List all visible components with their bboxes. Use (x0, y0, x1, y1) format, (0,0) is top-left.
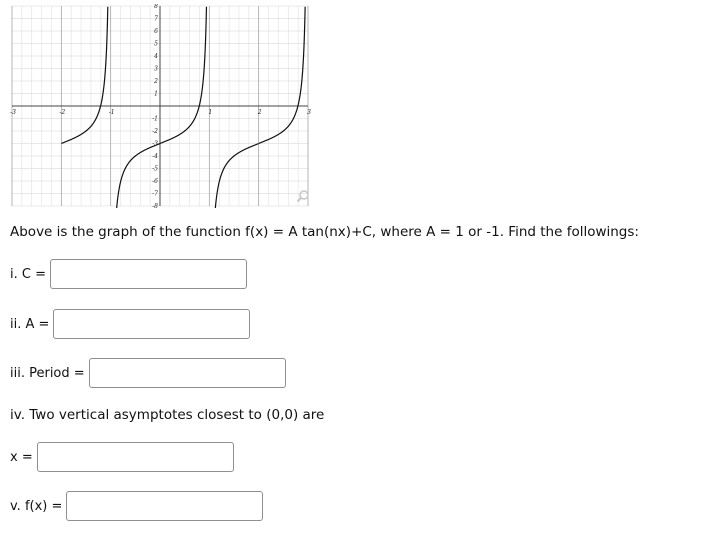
field-row-x (10, 442, 234, 472)
part-iv-text: iv. Two vertical asymptotes closest to (0,0) are (10, 407, 325, 423)
axes (12, 6, 308, 206)
y-tick-label: 6 (154, 28, 158, 35)
answer-fx-input[interactable] (66, 491, 263, 521)
y-tick-label: -3 (152, 140, 158, 148)
question-text: Above is the graph of the function f(x) = A tan(nx)+C, where A = 1 or -1. Find the followings: (10, 224, 639, 240)
y-tick-label: 1 (154, 90, 158, 98)
field-row-c (10, 259, 247, 289)
y-tick-label: -4 (152, 153, 158, 160)
y-tick-label: -7 (152, 190, 158, 198)
tangent-branch (215, 144, 258, 208)
y-tick-label: 5 (154, 40, 158, 48)
answer-a-input[interactable] (53, 309, 250, 339)
field-label-x: x = (10, 449, 33, 465)
x-tick-label: -1 (108, 109, 115, 116)
answer-period-input[interactable] (89, 358, 286, 388)
y-tick-label: -8 (152, 203, 158, 208)
x-tick-label: 2 (257, 109, 262, 116)
x-tick-label: 3 (307, 109, 311, 116)
y-tick-label: -2 (152, 128, 158, 135)
field-row-a (10, 309, 250, 339)
x-tick-label: -2 (59, 109, 66, 116)
function-graph (8, 4, 312, 208)
field-label-c: i. C = (10, 266, 46, 282)
field-label-period: iii. Period = (10, 365, 85, 381)
field-label-fx: v. f(x) = (10, 498, 63, 514)
x-tick-label: 1 (208, 109, 213, 116)
answer-c-input[interactable] (50, 259, 247, 289)
y-tick-label: 4 (154, 53, 158, 60)
y-tick-label: -1 (152, 115, 158, 123)
y-tick-label: -6 (152, 178, 158, 185)
field-row-fx (10, 491, 263, 521)
y-tick-label: 3 (154, 65, 158, 73)
field-row-period (10, 358, 286, 388)
magnifier-icon[interactable] (296, 188, 310, 202)
y-tick-label: 7 (154, 15, 158, 23)
answer-x-input[interactable] (37, 442, 234, 472)
field-label-a: ii. A = (10, 316, 50, 332)
x-tick-label: -3 (10, 109, 16, 116)
y-tick-label: -5 (152, 165, 158, 173)
y-tick-label: 2 (154, 78, 158, 85)
y-tick-label: 8 (154, 4, 158, 10)
